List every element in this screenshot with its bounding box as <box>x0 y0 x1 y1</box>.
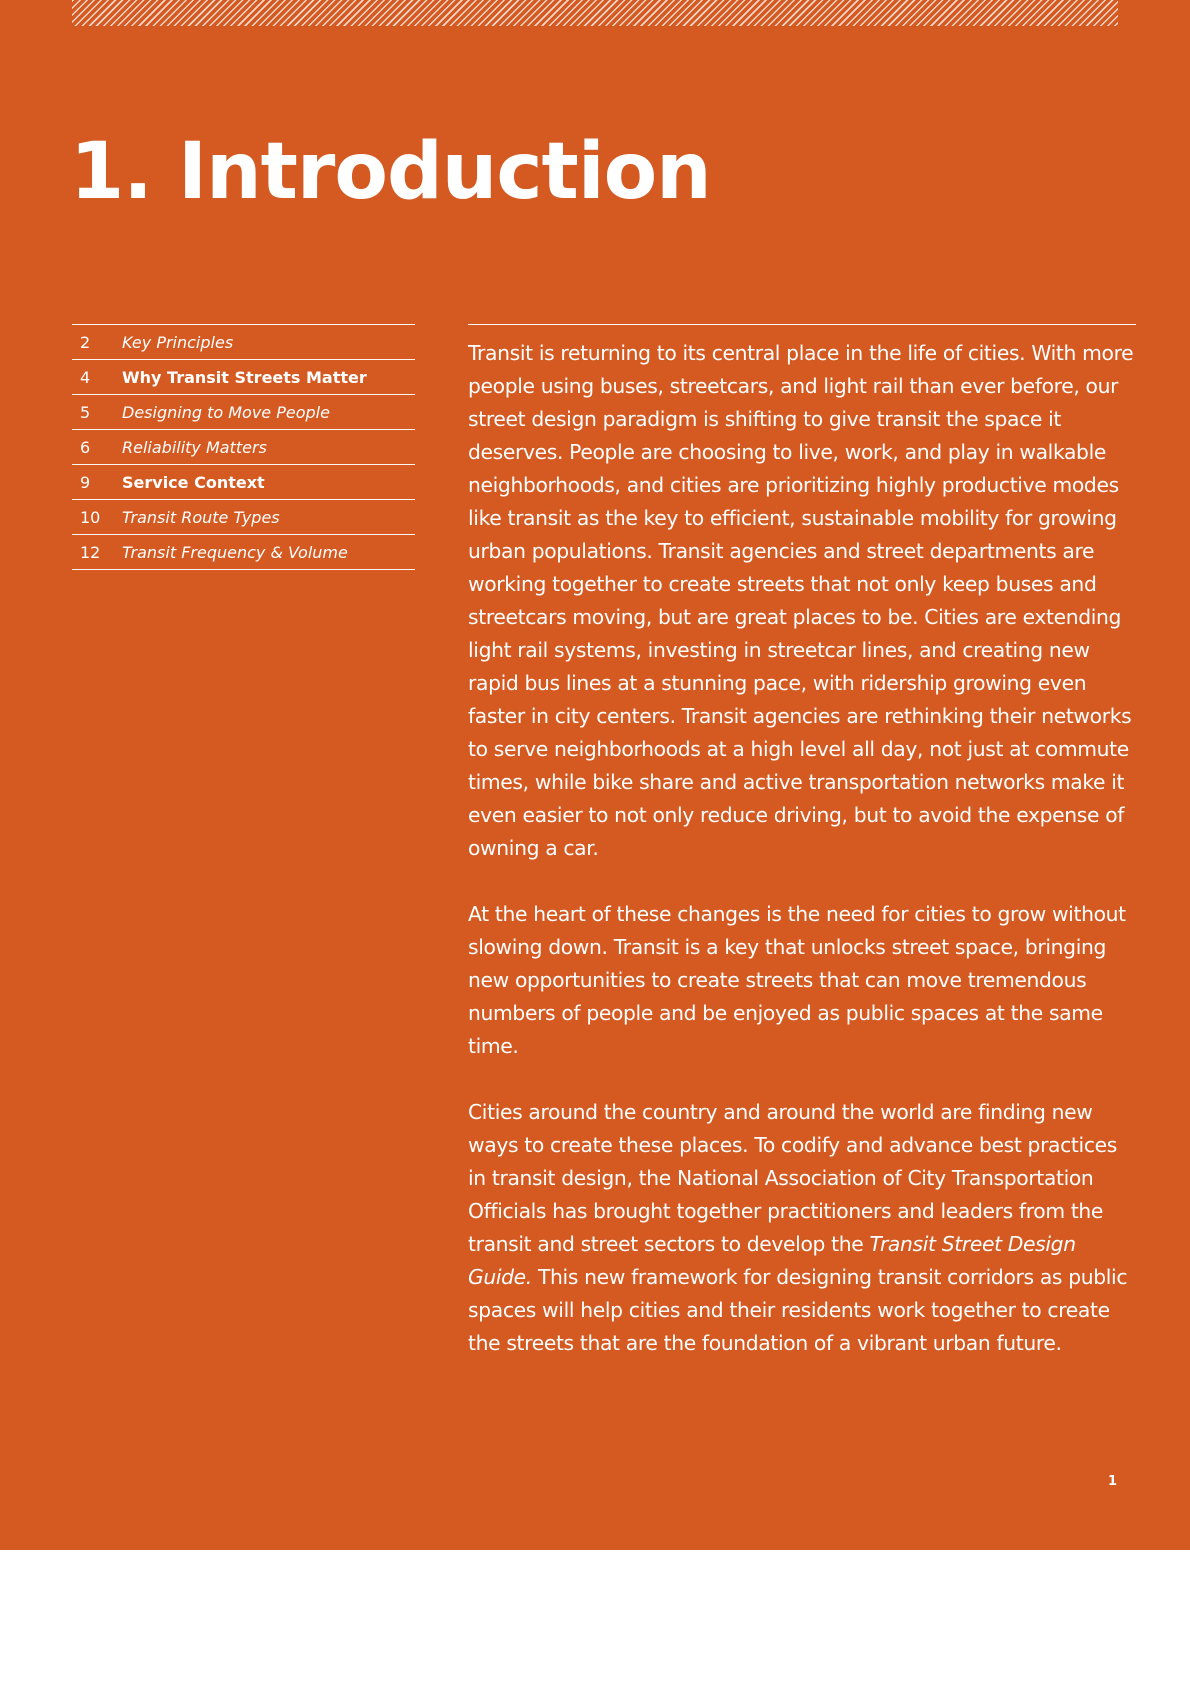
toc-label: Service Context <box>122 472 265 492</box>
toc-label: Reliability Matters <box>122 437 267 457</box>
page-title: 1. Introduction <box>70 127 711 217</box>
toc-page-number: 2 <box>80 332 91 352</box>
toc-item[interactable] <box>72 534 415 570</box>
page-number: 1 <box>1108 1474 1118 1489</box>
toc-item[interactable] <box>72 499 415 534</box>
toc-page-number: 5 <box>80 402 91 422</box>
toc-label: Transit Frequency & Volume <box>122 542 348 562</box>
toc-page-number: 9 <box>80 472 91 492</box>
paragraph-1: Transit is returning to its central place in the life of cities. With more people using buses, streetcars, and light rail than ever before, our street design paradigm is shifting to give transit the space it deserves. People are choosing to live, work, and play in walkable neighborhoods, and cities are prioritizing highly productive modes like transit as the key to efficient, sustainable mobility for growing urban populations. Transit agencies and street departments are working together to create streets that not only keep buses and streetcars moving, but are great places to be. Cities are extending light rail systems, investing in streetcar lines, and creating new rapid bus lines at a stunning pace, with ridership growing even faster in city centers. Transit agencies are rethinking their networks to serve neighborhoods at a high level all day, not just at commute times, while bike share and active transportation networks make it even easier to not only reduce driving, but to avoid the expense of owning a car. <box>468 341 1134 860</box>
toc-label: Designing to Move People <box>122 402 330 422</box>
paragraph-3 <box>468 1096 1136 1360</box>
paragraph-3-text: Cities around the country and around the world are finding new ways to create these places. To codify and advance best practices in transit design, the National Association of City Transportation Officials has brought together practitioners and leaders from the transit and street sectors to develop the <box>468 1100 1117 1256</box>
toc-page-number: 12 <box>80 542 101 562</box>
toc-page-number: 10 <box>80 507 101 527</box>
table-of-contents <box>72 324 415 570</box>
toc-item[interactable] <box>72 324 415 359</box>
toc-item[interactable] <box>72 394 415 429</box>
toc-item[interactable] <box>72 464 415 499</box>
body-text-column <box>468 324 1136 1393</box>
toc-item[interactable] <box>72 359 415 394</box>
toc-label: Transit Route Types <box>122 507 280 527</box>
toc-label: Why Transit Streets Matter <box>122 367 367 387</box>
toc-page-number: 6 <box>80 437 91 457</box>
toc-page-number: 4 <box>80 367 91 387</box>
toc-item[interactable] <box>72 429 415 464</box>
toc-label: Key Principles <box>122 332 234 352</box>
guide-title: Transit Street Design Guide. <box>468 1232 1076 1289</box>
hatched-header-band <box>72 0 1118 26</box>
paragraph-3-text-end: This new framework for designing transit corridors as public spaces will help cities and their residents work together to create the streets that are the foundation of a vibrant urban future. <box>468 1265 1128 1355</box>
paragraph-2: At the heart of these changes is the need for cities to grow without slowing down. Transit is a key that unlocks street space, bringing new opportunities to create streets that can move tremendous numbers of people and be enjoyed as public spaces at the same time. <box>468 902 1126 1058</box>
